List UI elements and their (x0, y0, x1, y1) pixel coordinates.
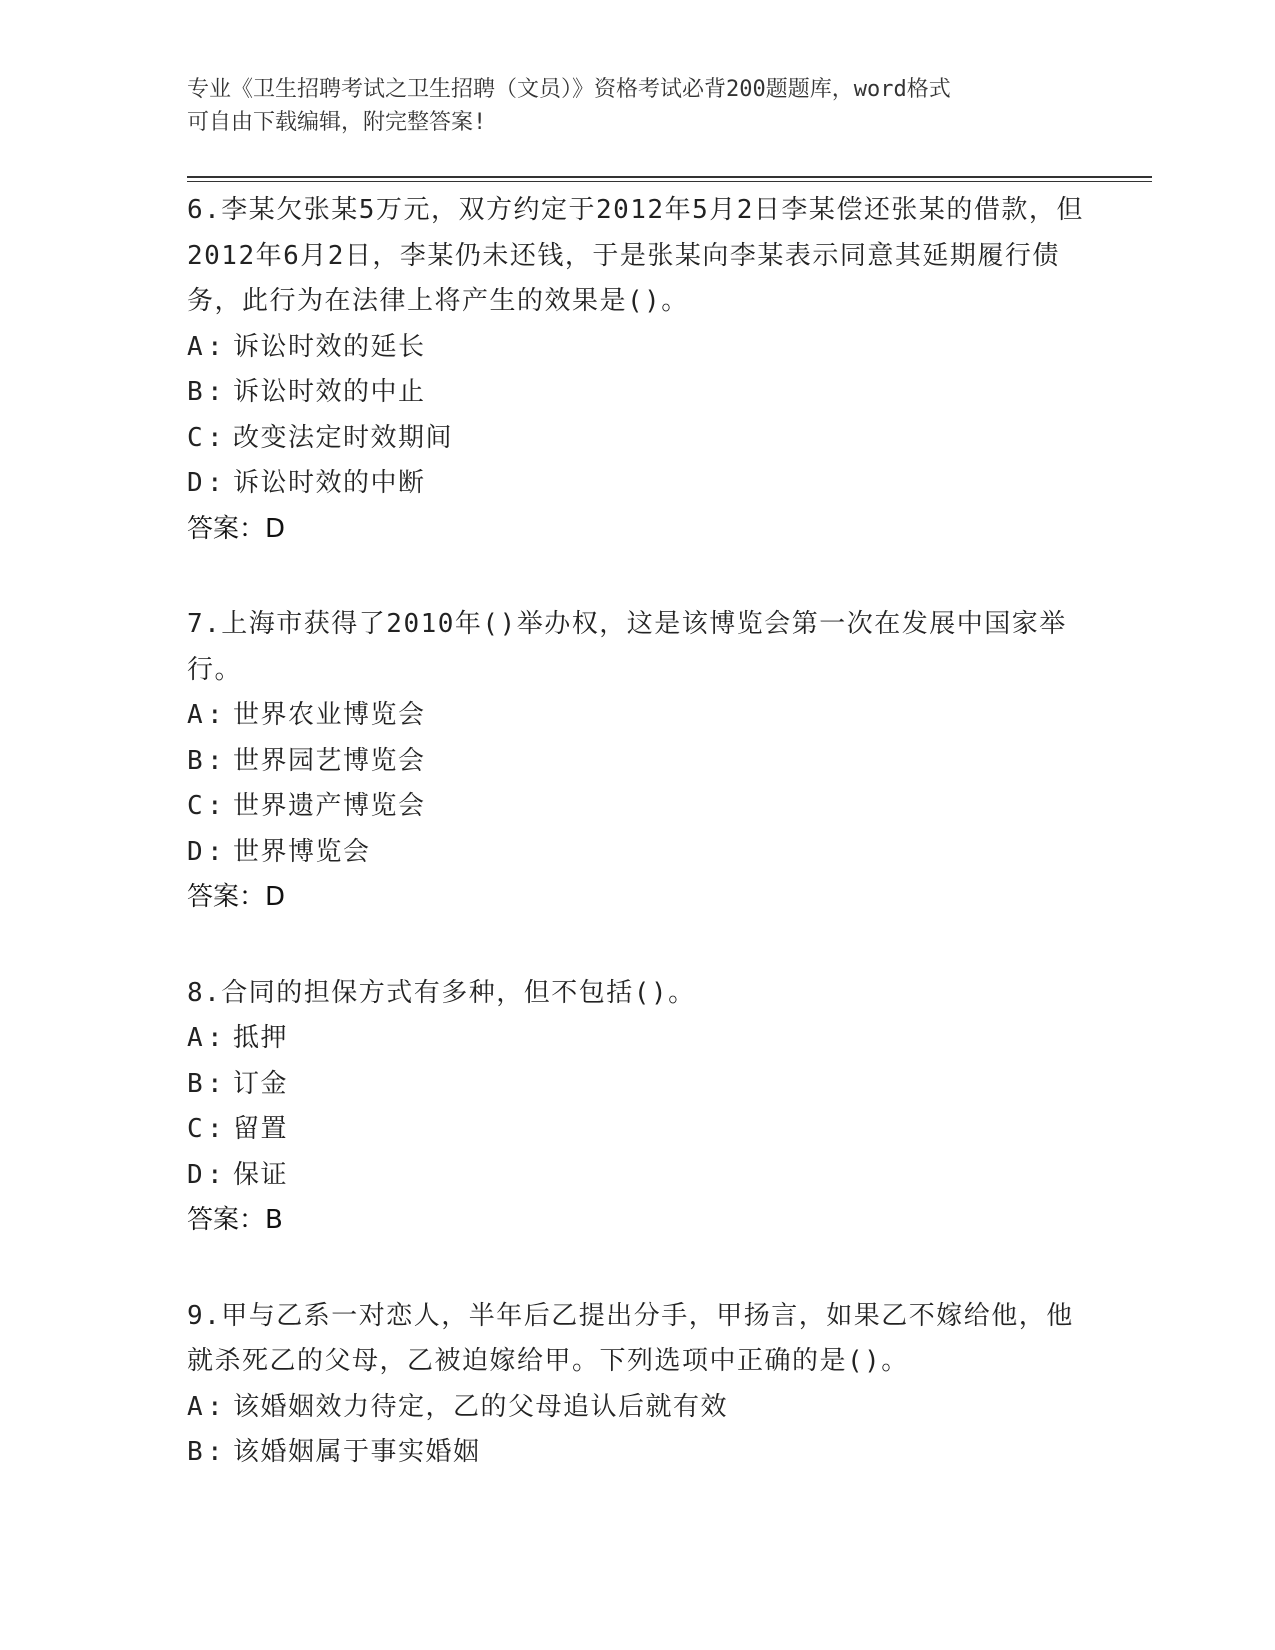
option-letter: C (187, 1114, 205, 1144)
question-text: 6.李某欠张某5万元，双方约定于2012年5月2日李某偿还张某的借款，但2012年6月2日，李某仍未还钱，于是张某向李某表示同意其延期履行债务，此行为在法律上将产生的效果是()。 (187, 195, 1084, 316)
option-text: 世界园艺博览会 (233, 745, 426, 776)
answer-line: 答案：D (187, 513, 286, 544)
option-a: A : 该婚姻效力待定，乙的父母追认后就有效 (187, 1385, 1087, 1431)
option-letter: B (187, 745, 205, 776)
option-b: B : 该婚姻属于事实婚姻 (187, 1430, 1087, 1476)
option-a: A : 世界农业博览会 (187, 693, 1087, 739)
option-letter: A (187, 1023, 205, 1053)
header-divider-thin (187, 181, 1152, 182)
option-d: D : 诉讼时效的中断 (187, 461, 1087, 507)
option-letter: C (187, 791, 205, 821)
document-header (187, 73, 1087, 139)
option-text: 留置 (233, 1114, 289, 1144)
option-letter: A (187, 700, 205, 730)
option-letter: B (187, 1068, 205, 1099)
answer-line: 答案：B (187, 1205, 283, 1235)
option-b: B : 订金 (187, 1062, 1087, 1108)
question-6 (187, 188, 1087, 552)
question-text: 7.上海市获得了2010年()举办权，这是该博览会第一次在发展中国家举行。 (187, 609, 1067, 685)
option-b: B : 世界园艺博览会 (187, 739, 1087, 785)
question-7 (187, 602, 1087, 921)
option-text: 抵押 (233, 1023, 289, 1053)
option-text: 改变法定时效期间 (233, 422, 454, 453)
option-c: C : 改变法定时效期间 (187, 416, 1087, 462)
option-text: 该婚姻属于事实婚姻 (233, 1437, 481, 1467)
option-text: 诉讼时效的中止 (233, 377, 426, 407)
question-8 (187, 971, 1087, 1244)
option-a: A : 抵押 (187, 1016, 1087, 1062)
question-9 (187, 1294, 1087, 1476)
option-text: 诉讼时效的延长 (233, 331, 426, 362)
option-c: C : 世界遗产博览会 (187, 784, 1087, 830)
option-letter: C (187, 422, 205, 453)
option-text: 世界博览会 (233, 836, 371, 867)
option-text: 诉讼时效的中断 (233, 468, 426, 498)
option-letter: A (187, 331, 205, 362)
question-text: 8.合同的担保方式有多种，但不包括()。 (187, 977, 696, 1008)
option-text: 世界遗产博览会 (233, 791, 426, 821)
option-letter: B (187, 1437, 205, 1467)
question-list (187, 188, 1087, 1526)
option-letter: A (187, 1391, 205, 1422)
question-text: 9.甲与乙系一对恋人，半年后乙提出分手，甲扬言，如果乙不嫁给他，他就杀死乙的父母，乙被迫嫁给甲。下列选项中正确的是()。 (187, 1300, 1074, 1376)
option-c: C : 留置 (187, 1107, 1087, 1153)
option-d: D : 世界博览会 (187, 830, 1087, 876)
option-letter: D (187, 1159, 205, 1190)
option-text: 保证 (233, 1159, 289, 1190)
option-text: 订金 (233, 1068, 289, 1099)
answer-line: 答案：D (187, 882, 286, 912)
option-b: B : 诉讼时效的中止 (187, 370, 1087, 416)
header-line-1: 专业《卫生招聘考试之卫生招聘（文员）》资格考试必背200题题库，word格式 (187, 77, 951, 102)
option-a: A : 诉讼时效的延长 (187, 325, 1087, 371)
header-line-2: 可自由下载编辑，附完整答案! (187, 110, 487, 135)
option-letter: D (187, 836, 205, 867)
header-divider-thick (187, 176, 1152, 178)
option-d: D : 保证 (187, 1153, 1087, 1199)
option-text: 该婚姻效力待定，乙的父母追认后就有效 (233, 1391, 729, 1422)
option-text: 世界农业博览会 (233, 700, 426, 730)
option-letter: B (187, 377, 205, 407)
option-letter: D (187, 468, 205, 498)
